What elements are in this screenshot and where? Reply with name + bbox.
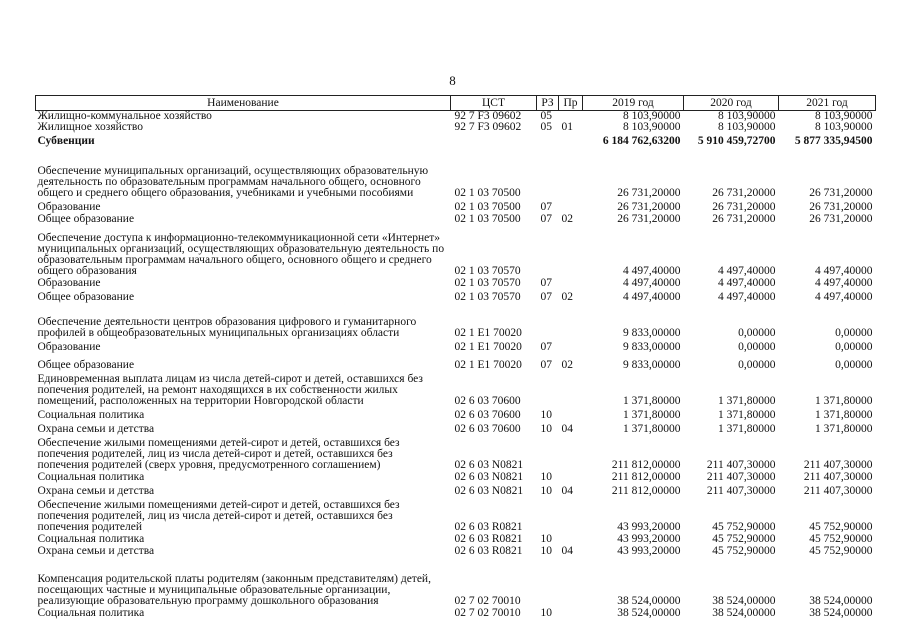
table-header [36,96,876,111]
cell-2019: 43 993,20000 [617,533,681,545]
cell-name: Жилищно-коммунальное хозяйство [37,110,212,122]
cell-cst: 02 6 03 N0821 [454,485,524,497]
cell-rz [537,225,559,277]
cell-cst: 02 6 03 70600 [454,409,521,421]
cell-2021: 0,00000 [835,327,873,339]
cell-cst: 02 1 E1 70020 [454,341,522,353]
cell-2020: 8 103,90000 [718,121,776,133]
cell-pr [559,199,583,213]
cell-rz: 07 [540,213,552,225]
cell-2020: 26 731,20000 [712,187,776,199]
cell-name: Обеспечение доступа к информационно-телекоммуникационной сети «Интернет» муниципальных организаций, осуществляющих образовательную деятельность по образовательным программам начального общего, основного общего и среднего общего образования [37,232,445,277]
cell-cst: 02 1 03 70570 [454,277,521,289]
cell-rz: 07 [540,277,552,289]
cell-2020: 211 407,30000 [706,459,776,471]
cell-pr [559,225,583,277]
cell-2020: 4 497,40000 [718,265,776,277]
cell-2021: 4 497,40000 [815,265,873,277]
cell-pr: 02 [561,291,573,303]
cell-2021: 211 407,30000 [803,485,873,497]
cell-rz [537,371,559,407]
cell-2019: 38 524,00000 [617,595,681,607]
cell-2019: 43 993,20000 [617,521,681,533]
header-name: Наименование [36,96,451,111]
cell-rz: 10 [540,423,552,435]
cell-2020: 1 371,80000 [718,395,776,407]
table-row [36,147,876,199]
cell-2020: 4 497,40000 [718,277,776,289]
cell-pr [559,497,583,533]
header-2020: 2020 год [684,96,779,111]
cell-2019: 26 731,20000 [617,201,681,213]
cell-2021: 4 497,40000 [815,291,873,303]
table-row [36,371,876,407]
table-row [36,545,876,557]
cell-2021: 0,00000 [835,341,873,353]
cell-cst: 02 6 03 70600 [454,423,521,435]
cell-2020: 1 371,80000 [718,423,776,435]
table-row [36,225,876,277]
cell-name: Единовременная выплата лицам из числа детей-сирот и детей, оставшихся без попечения родителей, на ремонт находящихся в их собственности жилых помещений, расположенных на территории Новгородской области [37,373,423,407]
cell-2021: 211 407,30000 [803,459,873,471]
cell-cst: 02 7 02 70010 [454,607,521,619]
cell-2020: 45 752,90000 [712,521,776,533]
table-row [36,133,876,147]
cell-2021: 5 877 335,94500 [794,135,873,147]
cell-cst: 02 1 03 70500 [454,213,521,225]
cell-name: Компенсация родительской платы родителям (законным представителям) детей, посещающих частные и муниципальные образовательные организации, реализующие образовательную программу дошкольного образования [37,573,431,607]
cell-rz: 05 [540,121,552,133]
cell-2020: 0,00000 [738,341,776,353]
cell-cst: 02 6 03 N0821 [454,459,524,471]
cell-rz: 10 [540,607,552,619]
cell-pr [559,277,583,289]
header-cst: ЦСТ [451,96,537,111]
cell-cst: 02 6 03 R0821 [454,533,523,545]
cell-2019: 211 812,00000 [611,471,681,483]
cell-rz: 10 [540,485,552,497]
cell-pr [559,339,583,353]
cell-name: Охрана семьи и детства [37,423,155,435]
cell-2021: 45 752,90000 [809,521,873,533]
cell-name: Обеспечение деятельности центров образования цифрового и гуманитарного профилей в общеобразовательных муниципальных организациях области [37,316,417,339]
cell-rz [537,435,559,471]
table-row [36,277,876,289]
cell-2019: 211 812,00000 [611,459,681,471]
cell-2019: 8 103,90000 [623,110,681,122]
cell-name: Охрана семьи и детства [37,545,155,557]
cell-rz: 10 [540,471,552,483]
cell-2020: 45 752,90000 [712,533,776,545]
cell-cst: 02 1 03 70570 [454,291,521,303]
cell-2020: 26 731,20000 [712,201,776,213]
cell-pr [559,435,583,471]
cell-cst: 02 6 03 N0821 [454,471,524,483]
table-row [36,435,876,471]
cell-2021: 38 524,00000 [809,595,873,607]
cell-name: Субвенции [37,135,95,147]
cell-2021: 45 752,90000 [809,545,873,557]
cell-pr [559,371,583,407]
cell-name: Социальная политика [37,607,145,619]
cell-2019: 38 524,00000 [617,607,681,619]
cell-cst: 92 7 F3 09602 [454,110,522,122]
cell-2019: 4 497,40000 [623,265,681,277]
table-row [36,122,876,133]
cell-name: Жилищное хозяйство [37,121,144,133]
cell-2021: 211 407,30000 [803,471,873,483]
table-row [36,483,876,497]
table-row [36,339,876,353]
header-2021: 2021 год [779,96,876,111]
cell-rz: 05 [540,110,552,122]
cell-name: Образование [37,277,101,289]
cell-rz [537,497,559,533]
cell-2019: 9 833,00000 [623,359,681,371]
cell-pr [559,607,583,619]
budget-table [35,95,876,619]
cell-2021: 26 731,20000 [809,187,873,199]
cell-2019: 6 184 762,63200 [602,135,681,147]
cell-name: Общее образование [37,359,135,371]
cell-2021: 4 497,40000 [815,277,873,289]
cell-name: Образование [37,201,101,213]
cell-cst: 02 1 03 70570 [454,265,521,277]
cell-rz: 07 [540,341,552,353]
cell-2019: 4 497,40000 [623,277,681,289]
cell-pr: 02 [561,359,573,371]
cell-2020: 8 103,90000 [718,110,776,122]
cell-pr [559,147,583,199]
table-row [36,289,876,303]
cell-2021: 8 103,90000 [815,121,873,133]
page-number: 8 [449,73,456,88]
cell-name: Обеспечение муниципальных организаций, осуществляющих образовательную деятельность по образовательным программам начального общего, основного общего и среднего общего образования, учебниками и учебными пособиями [37,165,429,199]
cell-cst: 02 6 03 70600 [454,395,521,407]
cell-2019: 9 833,00000 [623,327,681,339]
cell-2020: 211 407,30000 [706,471,776,483]
cell-2021: 45 752,90000 [809,533,873,545]
cell-pr: 04 [561,423,573,435]
table-row [36,199,876,213]
table-row [36,607,876,619]
cell-cst: 02 6 03 R0821 [454,545,523,557]
cell-2020: 38 524,00000 [712,595,776,607]
cell-2020: 5 910 459,72700 [697,135,776,147]
cell-rz: 10 [540,409,552,421]
table-row [36,353,876,371]
cell-2021: 0,00000 [835,359,873,371]
cell-rz: 10 [540,533,552,545]
cell-2020: 45 752,90000 [712,545,776,557]
header-rz: РЗ [537,96,559,111]
header-2019: 2019 год [583,96,684,111]
cell-2020: 26 731,20000 [712,213,776,225]
cell-2021: 1 371,80000 [815,423,873,435]
cell-2019: 43 993,20000 [617,545,681,557]
cell-2019: 1 371,80000 [623,423,681,435]
cell-name: Охрана семьи и детства [37,485,155,497]
cell-rz [537,147,559,199]
cell-rz [537,557,559,607]
cell-name: Социальная политика [37,533,145,545]
cell-name: Социальная политика [37,409,145,421]
table-row [36,421,876,435]
cell-2021: 8 103,90000 [815,110,873,122]
cell-2020: 4 497,40000 [718,291,776,303]
cell-rz: 07 [540,201,552,213]
cell-cst: 02 1 E1 70020 [454,359,522,371]
cell-2020: 0,00000 [738,327,776,339]
cell-name: Обеспечение жилыми помещениями детей-сирот и детей, оставшихся без попечения родителей, лиц из числа детей-сирот и детей, оставшихся без попечения родителей (сверх уровня, предусмотренного соглашением) [37,437,400,471]
cell-cst: 02 1 03 70500 [454,187,521,199]
cell-2021: 26 731,20000 [809,201,873,213]
cell-pr: 04 [561,545,573,557]
cell-pr: 02 [561,213,573,225]
cell-name: Обеспечение жилыми помещениями детей-сирот и детей, оставшихся без попечения родителей, лиц из числа детей-сирот и детей, оставшихся без попечения родителей [37,499,400,533]
cell-cst: 02 7 02 70010 [454,595,521,607]
cell-rz: 07 [540,359,552,371]
cell-2020: 38 524,00000 [712,607,776,619]
header-pr: Пр [559,96,583,111]
cell-cst: 02 1 03 70500 [454,201,521,213]
cell-2020: 1 371,80000 [718,409,776,421]
cell-pr: 04 [561,485,573,497]
cell-pr [559,471,583,483]
cell-2021: 1 371,80000 [815,409,873,421]
cell-2020: 211 407,30000 [706,485,776,497]
cell-name: Образование [37,341,101,353]
cell-2021: 38 524,00000 [809,607,873,619]
cell-pr [559,533,583,545]
cell-2019: 26 731,20000 [617,187,681,199]
cell-2021: 26 731,20000 [809,213,873,225]
cell-2019: 4 497,40000 [623,291,681,303]
table-row [36,557,876,607]
cell-2019: 8 103,90000 [623,121,681,133]
cell-2020: 0,00000 [738,359,776,371]
cell-pr: 01 [561,121,573,133]
cell-2019: 1 371,80000 [623,395,681,407]
table-row [36,533,876,545]
cell-2019: 26 731,20000 [617,213,681,225]
cell-pr [559,303,583,339]
table-body [36,111,876,620]
cell-2019: 211 812,00000 [611,485,681,497]
cell-cst: 02 6 03 R0821 [454,521,523,533]
cell-name: Социальная политика [37,471,145,483]
cell-2019: 1 371,80000 [623,409,681,421]
cell-pr [559,557,583,607]
cell-rz [537,133,559,147]
cell-name: Общее образование [37,291,135,303]
cell-pr [559,133,583,147]
table-row [36,213,876,225]
cell-rz [537,303,559,339]
cell-name: Общее образование [37,213,135,225]
table-row [36,471,876,483]
cell-rz: 07 [540,291,552,303]
cell-cst [451,133,537,147]
table-row [36,497,876,533]
cell-2021: 1 371,80000 [815,395,873,407]
cell-rz: 10 [540,545,552,557]
cell-pr [559,407,583,421]
cell-2019: 9 833,00000 [623,341,681,353]
cell-cst: 92 7 F3 09602 [454,121,522,133]
table-row [36,407,876,421]
cell-cst: 02 1 E1 70020 [454,327,522,339]
table-row [36,303,876,339]
